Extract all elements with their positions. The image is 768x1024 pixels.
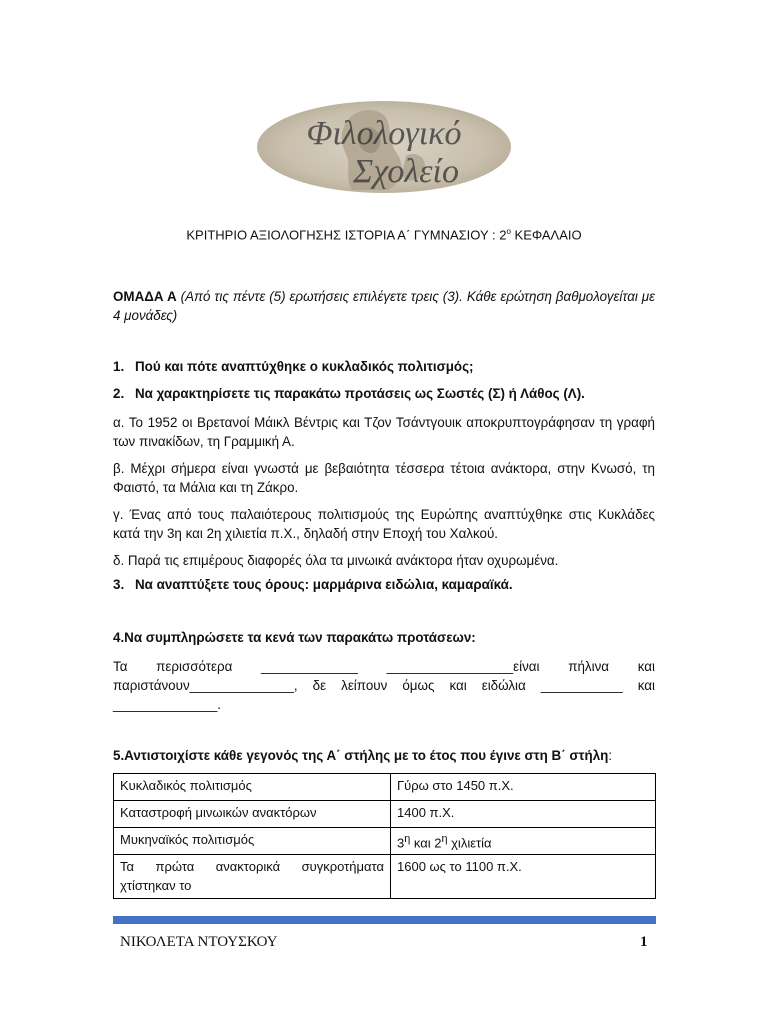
column-b-cell: $3^\eta$ και $2^\eta$ χιλιετία — [391, 828, 656, 855]
statement-b: β. Μέχρι σήμερα είναι γνωστά με βεβαιότητα τέσσερα τέτοια ανάκτορα, στην Κνωσό, τη Φαιστό, τα Μάλια και τη Ζάκρο. — [113, 461, 655, 495]
fill-line-2: παριστάνουν______________, δε λείπουν όμως και ειδώλια ___________ και — [113, 678, 655, 693]
statement-c: γ. Ένας από τους παλαιότερους πολιτισμούς της Ευρώπης αναπτύχθηκε στις Κυκλάδες κατά την 3η και 2η χιλιετία π.Χ., δηλαδή στην Εποχή του Χαλκού. — [113, 507, 655, 541]
column-b-cell: 1600 ως το 1100 π.Χ. — [391, 855, 656, 899]
document-title: ΚΡΙΤΗΡΙΟ ΑΞΙΟΛΟΓΗΣΗΣ ΙΣΤΟΡΙΑ Α΄ ΓΥΜΝΑΣΙΟΥ : $2^o$ ΚΕΦΑΛΑΙΟ — [186, 227, 582, 243]
question-4-fill-in — [113, 657, 655, 714]
table-row — [114, 828, 656, 855]
group-a-note: (Από τις πέντε (5) ερωτήσεις επιλέγετε τρεις (3). Κάθε ερώτηση βαθμολογείται με 4 μονάδες) — [113, 289, 656, 323]
table-row — [114, 774, 656, 801]
logo-philologiko-scholeio — [256, 100, 512, 194]
statement-a: α. Το 1952 οι Βρετανοί Μάικλ Βέντρις και Τζον Τσάντγουικ αποκρυπτογράφησαν τη γραφή των πινακίδων, τη Γραμμική Α. — [113, 415, 655, 449]
svg-text:Σχολείο: Σχολείο — [352, 153, 460, 190]
table-row — [114, 801, 656, 828]
question-4-heading: 4.Να συμπληρώσετε τα κενά των παρακάτω προτάσεων: — [113, 630, 476, 645]
column-b-cell: Γύρω στο 1450 π.Χ. — [391, 774, 656, 801]
footer-divider — [113, 916, 656, 924]
column-b-cell: 1400 π.Χ. — [391, 801, 656, 828]
group-a-label: ΟΜΑΔΑ Α — [113, 289, 177, 304]
question-5-heading: 5.Αντιστοιχίστε κάθε γεγονός της Α΄ στήλης με το έτος που έγινε στη Β΄ στήλη: — [113, 748, 613, 763]
question-1: 1. Πού και πότε αναπτύχθηκε ο κυκλαδικός πολιτισμός; — [113, 359, 474, 374]
matching-table — [113, 773, 656, 899]
fill-line-1: Τα περισσότερα _____________ _________________είναι πήλινα και — [113, 659, 655, 674]
column-a-cell: Τα πρώτα ανακτορικά συγκροτήματα χτίστηκαν το — [114, 855, 391, 899]
fill-line-3: ______________. — [113, 697, 221, 712]
group-a-instructions — [113, 287, 655, 325]
column-a-cell: Κυκλαδικός πολιτισμός — [114, 774, 391, 801]
statement-d: δ. Παρά τις επιμέρους διαφορές όλα τα μινωικά ανάκτορα ήταν οχυρωμένα. — [113, 553, 559, 568]
question-2: 2. Να χαρακτηρίσετε τις παρακάτω προτάσεις ως Σωστές (Σ) ή Λάθος (Λ). — [113, 386, 585, 401]
question-3: 3. Να αναπτύξετε τους όρους: μαρμάρινα ειδώλια, καμαραϊκά. — [113, 577, 513, 592]
footer-author: ΝΙΚΟΛΕΤΑ ΝΤΟΥΣΚΟΥ — [120, 934, 278, 950]
column-a-cell: Καταστροφή μινωικών ανακτόρων — [114, 801, 391, 828]
column-a-cell: Μυκηναϊκός πολιτισμός — [114, 828, 391, 855]
table-row — [114, 855, 656, 899]
svg-text:Φιλολογικό: Φιλολογικό — [306, 115, 462, 152]
page-number: 1 — [640, 934, 648, 950]
